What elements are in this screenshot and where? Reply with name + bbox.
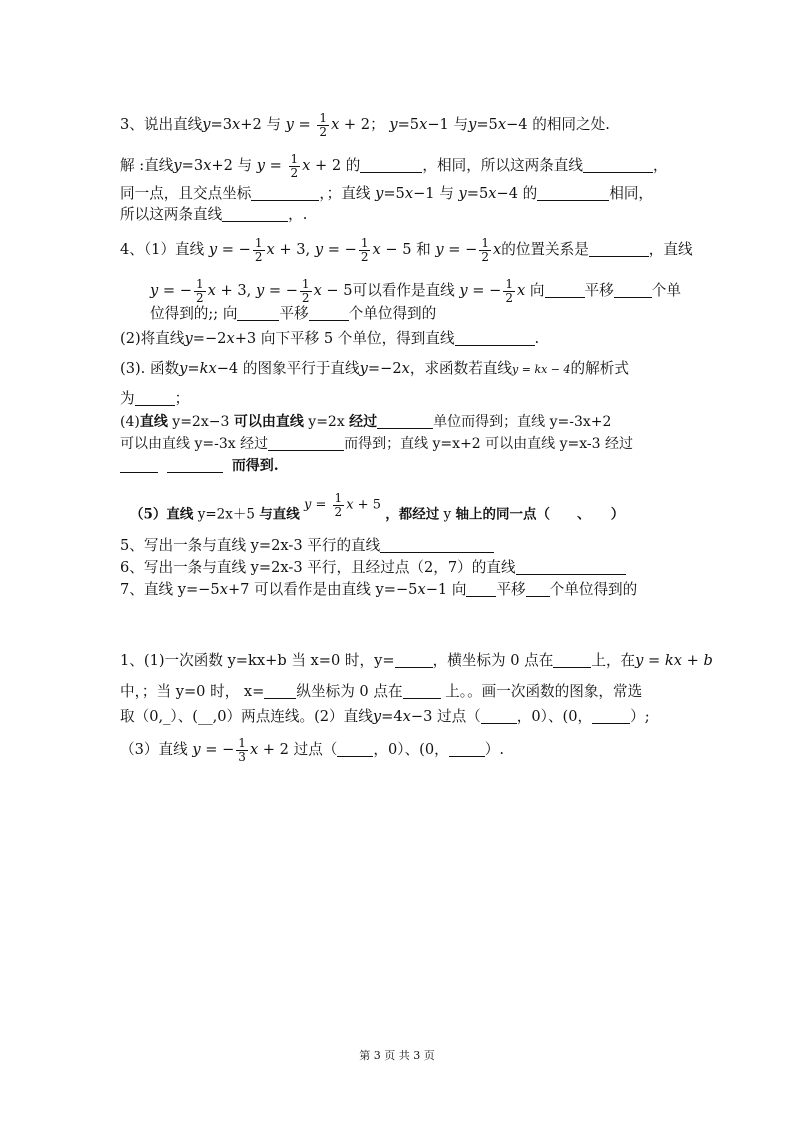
fraction-one-half (503, 278, 515, 304)
q4-text: 轴上的同一点（ 、 ） (455, 506, 625, 523)
q4-var: x (313, 282, 322, 300)
q4-text: = − (264, 282, 298, 300)
s1-var: x (402, 708, 411, 725)
answer-blank[interactable] (380, 538, 494, 553)
s1-text: −3 过点（ (410, 708, 481, 725)
fraction-one-half (289, 153, 301, 179)
answer-text: ，相同，所以这两条直线 (422, 157, 583, 175)
q4-text: y=2x＋5 (193, 506, 260, 523)
s1-text: ，横坐标为 0 点在 (432, 652, 554, 669)
q3-text: =5 (397, 116, 420, 134)
answer-blank[interactable] (516, 560, 626, 575)
answer-blank[interactable] (583, 158, 653, 173)
q4-text: 经过 (349, 414, 378, 430)
s1-text: 中，；当 y=0 时， x= (120, 683, 265, 700)
s1-text: 过点（ (293, 741, 338, 759)
s1-var: y (372, 708, 382, 725)
q4-text: y=2x (303, 414, 350, 430)
question-4-4-end (120, 458, 279, 473)
s1-var: y (192, 741, 201, 759)
q7-text: 个单位得到的 (549, 581, 638, 598)
answer-blank[interactable] (553, 653, 591, 668)
answer-text: =5 (383, 185, 405, 202)
q4-var: y (435, 241, 444, 259)
q4-var: x (517, 282, 526, 300)
q4-var: y (304, 497, 312, 513)
s1-text: 1、(1)一次函数 y=kx+b 当 x=0 时，y= (120, 652, 395, 669)
q3-text: =3 (210, 116, 233, 134)
s1-var: b (703, 652, 713, 669)
s1-text: + 2 (258, 741, 289, 759)
answer-blank[interactable] (309, 306, 349, 321)
q4-text: 个单位得到的 (348, 305, 437, 322)
answer-blank[interactable] (614, 283, 652, 298)
q4-text: y=2x−3 (167, 414, 234, 430)
q3-text: + 2； (339, 116, 385, 134)
answer-blank[interactable] (167, 458, 223, 473)
q4-text: (3). 函数 (120, 360, 180, 377)
answer-text: 所以这两条直线 (120, 206, 223, 223)
q4-var: y (459, 282, 468, 300)
fraction-denominator: 2 (254, 249, 263, 264)
question-4-2 (120, 331, 539, 347)
question-4-1 (120, 237, 693, 263)
q7-text: +7 可以看作是由直线 y=−5 (227, 581, 418, 598)
q4-text: ； (174, 390, 190, 407)
fraction-one-half (359, 237, 371, 263)
q4-text: ，直线 (648, 241, 693, 259)
fraction-numerator: 1 (301, 277, 310, 291)
section-1-line-2 (120, 684, 642, 700)
q3-text: −1 与 (427, 116, 469, 134)
q4-text: 可以由直线 (233, 414, 304, 430)
answer-blank[interactable] (337, 742, 373, 757)
answer-text: 解 :直线 (120, 157, 174, 175)
fraction-denominator: 2 (505, 290, 514, 305)
q4-var: y (208, 241, 218, 259)
answer-blank[interactable] (377, 414, 433, 429)
fraction-numerator: 1 (254, 236, 263, 250)
section-1-line-4 (120, 737, 504, 763)
q4-var: y (179, 360, 188, 377)
answer-blank[interactable] (268, 436, 344, 451)
fraction-numerator: 1 (195, 277, 204, 291)
question-4-3 (120, 362, 629, 377)
fraction-one-half (253, 237, 265, 263)
s1-text: （3）直线 (120, 741, 188, 759)
section-1-line-3 (120, 709, 650, 725)
q4-var: kx (199, 360, 217, 377)
answer-blank[interactable] (360, 158, 422, 173)
fraction-numerator: 1 (319, 111, 328, 125)
fraction-denominator: 2 (360, 249, 369, 264)
s1-text: 取（0,_）、(__,0）两点连线。(2）直线 (120, 708, 373, 725)
fraction-one-third (236, 737, 248, 763)
question-4-1-end (150, 306, 436, 322)
q4-text: + 3, (274, 241, 311, 259)
fraction-denominator: 3 (238, 749, 246, 764)
q4-text: = − (158, 282, 192, 300)
s1-text: =4 (381, 708, 403, 725)
q4-text: − 5 和 (380, 241, 431, 259)
answer-line-3 (120, 207, 307, 223)
q3-text: 3、说出直线 (120, 116, 203, 134)
q4-var: y = kx − 4 (512, 363, 571, 376)
q3-text: −4 的相同之处. (506, 116, 610, 134)
q3-var: x (232, 116, 241, 134)
answer-line-1 (120, 153, 668, 179)
q4-var: x (401, 360, 410, 377)
q4-text: 而得到；直线 y=x+2 可以由直线 y=x-3 经过 (344, 436, 633, 452)
answer-blank[interactable] (455, 331, 535, 346)
q4-text: 都经过 (398, 506, 440, 523)
s1-text: = − (200, 741, 235, 759)
q4-text: 位得到的;; 向 (150, 305, 238, 322)
q7-var: x (417, 581, 426, 598)
fraction-numerator: 1 (360, 236, 369, 250)
q4-text: = − (467, 282, 502, 300)
fraction-denominator: 2 (301, 290, 310, 305)
answer-blank[interactable] (135, 391, 175, 406)
q6-text: 6、写出一条与直线 y=2x-3 平行，且经过点（2，7）的直线 (120, 559, 516, 576)
q3-var: y (202, 116, 211, 134)
answer-var: y (173, 157, 182, 175)
q4-var: x (346, 497, 354, 513)
answer-text: −4 的 (496, 185, 538, 202)
question-4-1-cont (150, 278, 681, 304)
q4-text: = (311, 497, 331, 513)
answer-blank[interactable] (526, 582, 550, 597)
q4-text: ，求函数若直线 (409, 360, 513, 377)
q4-text: + 5 (353, 497, 381, 513)
s1-text: ，0）、(0， (373, 741, 449, 759)
answer-text: + 2 的 (310, 157, 361, 175)
q4-var: y (255, 282, 265, 300)
s1-text: ）. (484, 741, 504, 759)
fraction-one-half (317, 112, 329, 138)
q4-text: − 5 (321, 282, 353, 300)
q7-text: −1 向 (425, 581, 467, 598)
q4-text: 直线 (139, 414, 168, 430)
q4-var: y (314, 241, 324, 259)
fraction-one-half (300, 278, 312, 304)
q4-text: 个单 (651, 282, 681, 300)
answer-text: ， (652, 157, 668, 175)
q3-var: y (285, 116, 294, 134)
answer-text: =5 (466, 185, 489, 202)
answer-var: x (302, 157, 311, 175)
q3-text: =5 (476, 116, 498, 134)
question-3 (120, 112, 610, 138)
answer-text: −1 与 (413, 185, 454, 202)
q4-text: 的解析式 (570, 360, 629, 377)
q4-var: x (207, 282, 216, 300)
answer-text: ，. (288, 206, 308, 223)
s1-text: = (643, 652, 665, 669)
s1-var: y (635, 652, 644, 669)
answer-blank[interactable] (395, 653, 433, 668)
fraction-denominator: 2 (195, 290, 204, 305)
answer-blank[interactable] (237, 306, 279, 321)
fraction-denominator: 2 (481, 249, 489, 264)
q4-text: + 3, (215, 282, 252, 300)
s1-text: ，0）、(0， (516, 708, 593, 725)
answer-blank[interactable] (466, 582, 496, 597)
fraction-one-half (333, 492, 345, 518)
q4-text: +3 向下平移 5 个单位，得到直线 (234, 330, 455, 347)
q4-text: . (534, 330, 540, 347)
q7-text: 7、直线 y=−5 (120, 581, 220, 598)
q4-text: （5） (130, 506, 167, 523)
q4-text: y (439, 506, 456, 523)
q4-text: 平移 (279, 305, 309, 322)
q3-var: x (419, 116, 428, 134)
q7-var: x (219, 581, 228, 598)
answer-line-2 (120, 186, 653, 202)
question-6 (120, 560, 626, 576)
q4-text: 向 (529, 282, 545, 300)
q4-var: x (266, 241, 275, 259)
q4-text: = − (443, 241, 478, 259)
s1-var: kx (664, 652, 682, 669)
q3-var: y (468, 116, 477, 134)
question-7 (120, 582, 637, 598)
answer-text: =3 (181, 157, 204, 175)
q3-var: x (331, 116, 340, 134)
answer-blank[interactable] (545, 283, 585, 298)
s1-text: 上，在 (591, 652, 636, 669)
q7-text: 平移 (496, 581, 526, 598)
q4-text: = − (217, 241, 251, 259)
q4-var: y (184, 330, 193, 347)
q4-text: =−2 (367, 360, 402, 377)
fraction-numerator: 1 (334, 491, 343, 505)
q3-text: +2 与 (240, 116, 282, 134)
q4-text: 可以看作是直线 (352, 282, 455, 300)
answer-var: x (488, 185, 497, 202)
answer-var: x (404, 185, 414, 202)
q4-text: 单位而得到；直线 y=-3x+2 (433, 414, 612, 430)
q4-var: y (150, 282, 159, 300)
s1-text: + (681, 652, 704, 669)
answer-var: x (203, 157, 212, 175)
answer-text: ，；直线 (319, 185, 371, 202)
q4-text: 为 (120, 390, 135, 407)
q4-text: 的位置关系是 (501, 241, 589, 259)
fraction-numerator: 1 (481, 236, 489, 250)
q4-text: −4 的图象平行于直线 (216, 360, 360, 377)
q4-5-equation (304, 492, 381, 518)
q4-text: 4、（1）直线 (120, 241, 205, 259)
fraction-denominator: 2 (290, 165, 299, 180)
page-footer: 第 3 页 共 3 页 (359, 1049, 435, 1062)
q4-var: y (359, 360, 368, 377)
answer-text: 相同， (609, 185, 654, 202)
question-4-5 (130, 491, 625, 528)
fraction-denominator: 2 (319, 124, 328, 139)
answer-blank[interactable] (481, 709, 517, 724)
q3-text: = (293, 116, 316, 134)
q4-text: = (187, 360, 200, 377)
fraction-denominator: 2 (334, 504, 343, 519)
q4-text: 可以由直线 y=-3x 经过 (120, 436, 269, 452)
q4-var: x (226, 330, 235, 347)
answer-text: 同一点，且交点坐标 (120, 185, 252, 202)
q4-text: 直线 (166, 506, 194, 523)
q4-text: (2)将直线 (120, 330, 185, 347)
q4-text: 平移 (584, 282, 614, 300)
answer-var: y (458, 185, 467, 202)
question-4-4-cont (120, 436, 633, 451)
q4-text: (4) (120, 414, 140, 430)
answer-blank[interactable] (251, 186, 319, 201)
q4-text: ， (385, 506, 399, 523)
answer-text: +2 与 (211, 157, 253, 175)
fraction-one-half (479, 237, 491, 263)
q4-text: = − (323, 241, 357, 259)
fraction-numerator: 1 (238, 736, 246, 750)
question-4-3-end (120, 391, 189, 407)
q4-text: 与直线 (259, 506, 300, 523)
s1-text: ）; (630, 708, 650, 725)
fraction-numerator: 1 (505, 277, 514, 291)
answer-blank[interactable] (449, 742, 485, 757)
answer-blank[interactable] (222, 207, 288, 222)
s1-text: 上。。画一次函数的图象，常选 (440, 683, 643, 700)
answer-text: = (264, 157, 287, 175)
q4-var: x (492, 241, 502, 259)
answer-blank[interactable] (403, 684, 441, 699)
question-4-4 (120, 414, 611, 429)
answer-blank[interactable] (120, 458, 158, 473)
question-5 (120, 538, 494, 554)
answer-blank[interactable] (264, 684, 296, 699)
section-1-line-1 (120, 653, 713, 669)
q4-text: 而得到. (231, 458, 279, 474)
answer-blank[interactable] (589, 242, 649, 257)
answer-blank[interactable] (537, 186, 609, 201)
q3-var: y (389, 116, 398, 134)
fraction-one-half (194, 278, 206, 304)
answer-var: y (375, 185, 384, 202)
q4-var: x (372, 241, 381, 259)
answer-blank[interactable] (592, 709, 630, 724)
q3-var: x (497, 116, 507, 134)
q5-text: 5、写出一条与直线 y=2x-3 平行的直线 (120, 537, 381, 554)
answer-var: y (256, 157, 265, 175)
s1-var: x (249, 741, 259, 759)
q4-text: =−2 (192, 330, 227, 347)
s1-text: 纵坐标为 0 点在 (296, 683, 403, 700)
fraction-numerator: 1 (290, 152, 299, 166)
